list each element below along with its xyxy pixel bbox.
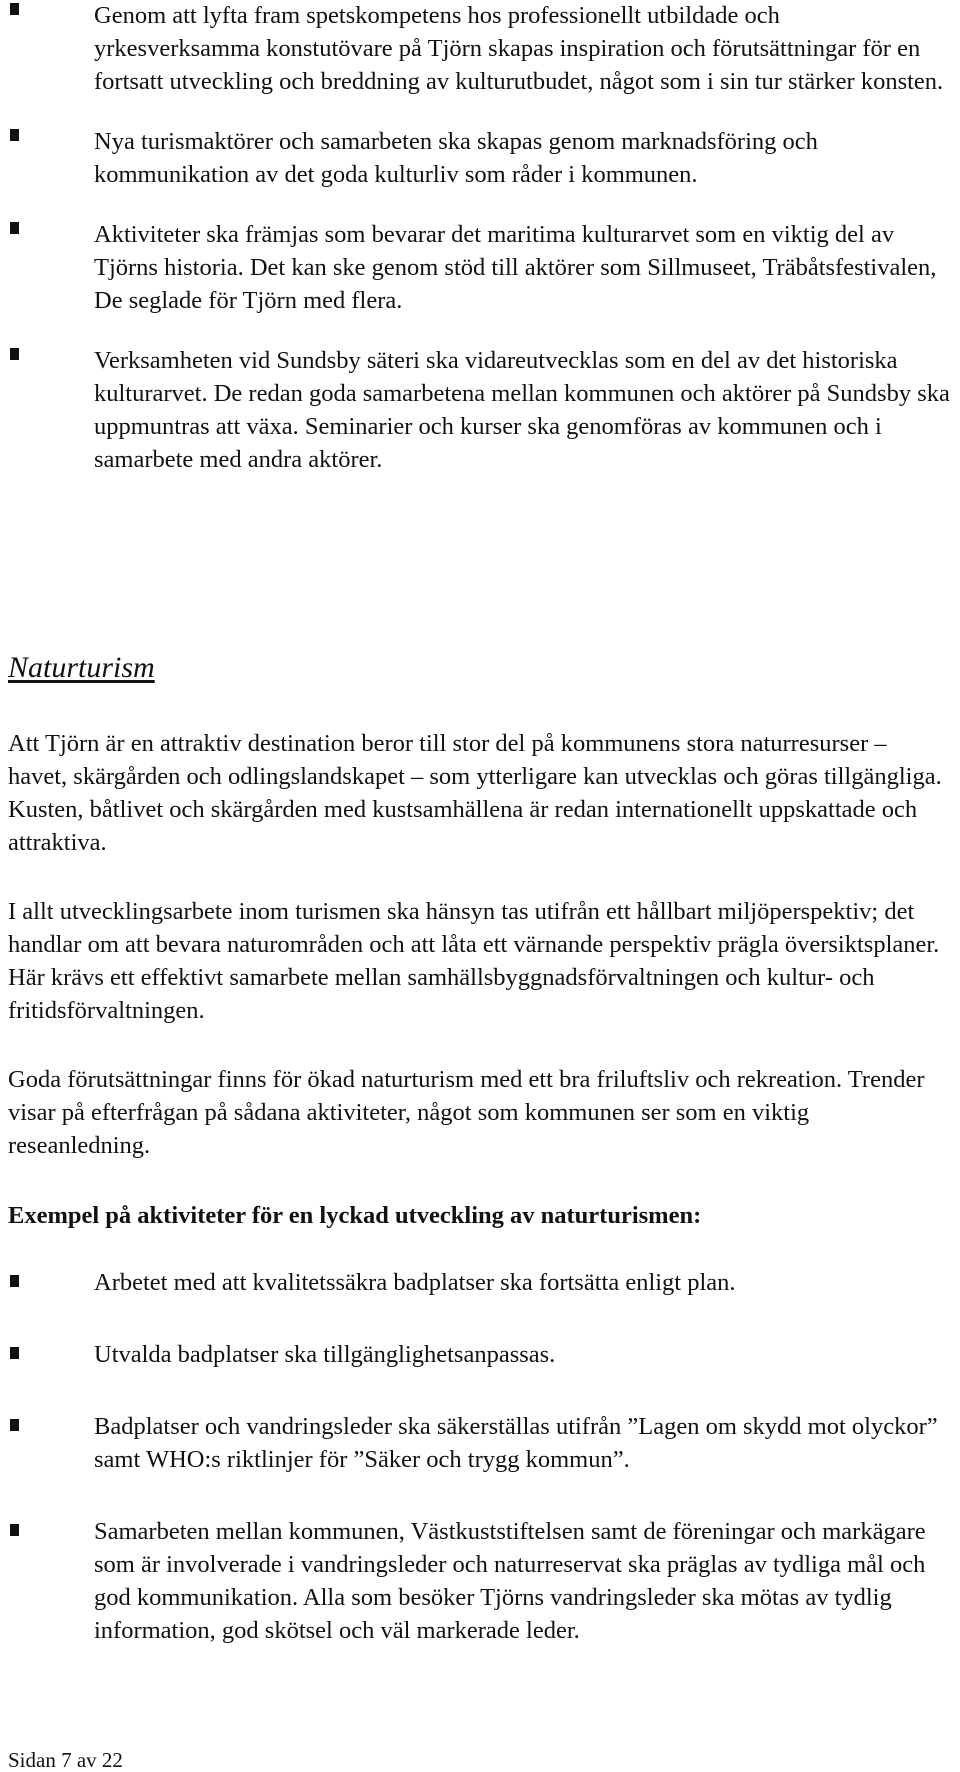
square-bullet-icon [10,222,19,234]
bullet-item [0,1515,950,1647]
nature-bullet-list [0,1266,950,1686]
bullet-text: Arbetet med att kvalitetssäkra badplatser ska fortsätta enligt plan. [94,1269,736,1296]
paragraph: Att Tjörn är en attraktiv destination beror till stor del på kommunens stora naturresurser – havet, skärgården och odlingslandskapet – som ytterligare kan utvecklas och göras tillgängliga. Kusten, båtlivet och skärgården med kustsamhällena är redan internationellt uppskattade och attraktiva. [8,730,942,856]
bullet-item [0,0,950,98]
square-bullet-icon [10,1419,19,1431]
square-bullet-icon [10,1347,19,1359]
bullet-text: Badplatser och vandringsleder ska säkerställas utifrån ”Lagen om skydd mot olyckor” samt WHO:s riktlinjer för ”Säker och trygg kommun”. [94,1413,938,1473]
square-bullet-icon [10,348,19,360]
bullet-item [0,1410,950,1476]
section-heading: Naturturism [8,651,155,684]
culture-bullet-list [0,0,950,503]
bullet-item [0,344,950,476]
bullet-item [0,218,950,317]
square-bullet-icon [10,1524,19,1536]
bullet-text: Genom att lyfta fram spetskompetens hos professionellt utbildade och yrkesverksamma konstutövare på Tjörn skapas inspiration och förutsättningar för en fortsatt utveckling och breddning av kulturutbudet, något som i sin tur stärker konsten. [94,2,944,95]
bullet-text: Nya turismaktörer och samarbeten ska skapas genom marknadsföring och kommunikation av det goda kulturliv som råder i kommunen. [94,128,818,188]
bullet-item [0,125,950,191]
bullet-item [0,1338,950,1371]
square-bullet-icon [10,1275,19,1287]
paragraph: I allt utvecklingsarbete inom turismen ska hänsyn tas utifrån ett hållbart miljöperspektiv; det handlar om att bevara naturområden och att låta ett värnande perspektiv prägla översiktsplaner. Här krävs ett effektivt samarbete mellan samhällsbyggnadsförvaltningen och kultur- och fritidsförvaltningen. [8,898,940,1024]
list-subheading: Exempel på aktiviteter för en lyckad utveckling av naturturismen: [8,1202,702,1229]
paragraph: Goda förutsättningar finns för ökad naturturism med ett bra friluftsliv och rekreation. Trender visar på efterfrågan på sådana aktiviteter, något som kommunen ser som en viktig reseanledning. [8,1066,925,1159]
bullet-text: Utvalda badplatser ska tillgänglighetsanpassas. [94,1341,556,1368]
bullet-item [0,1266,950,1299]
square-bullet-icon [10,3,19,15]
bullet-text: Samarbeten mellan kommunen, Västkuststiftelsen samt de föreningar och markägare som är involverade i vandringsleder och naturreservat ska präglas av tydliga mål och god kommunikation. Alla som besöker Tjörns vandringsleder ska mötas av tydlig information, god skötsel och väl markerade leder. [94,1518,926,1644]
page-number: Sidan 7 av 22 [8,1748,123,1772]
square-bullet-icon [10,129,19,141]
bullet-text: Aktiviteter ska främjas som bevarar det maritima kulturarvet som en viktig del av Tjörns historia. Det kan ske genom stöd till aktörer som Sillmuseet, Träbåtsfestivalen, De seglade för Tjörn med flera. [94,221,937,314]
bullet-text: Verksamheten vid Sundsby säteri ska vidareutvecklas som en del av det historiska kulturarvet. De redan goda samarbetena mellan kommunen och aktörer på Sundsby ska uppmuntras att växa. Seminarier och kurser ska genomföras av kommunen och i samarbete med andra aktörer. [94,347,950,473]
